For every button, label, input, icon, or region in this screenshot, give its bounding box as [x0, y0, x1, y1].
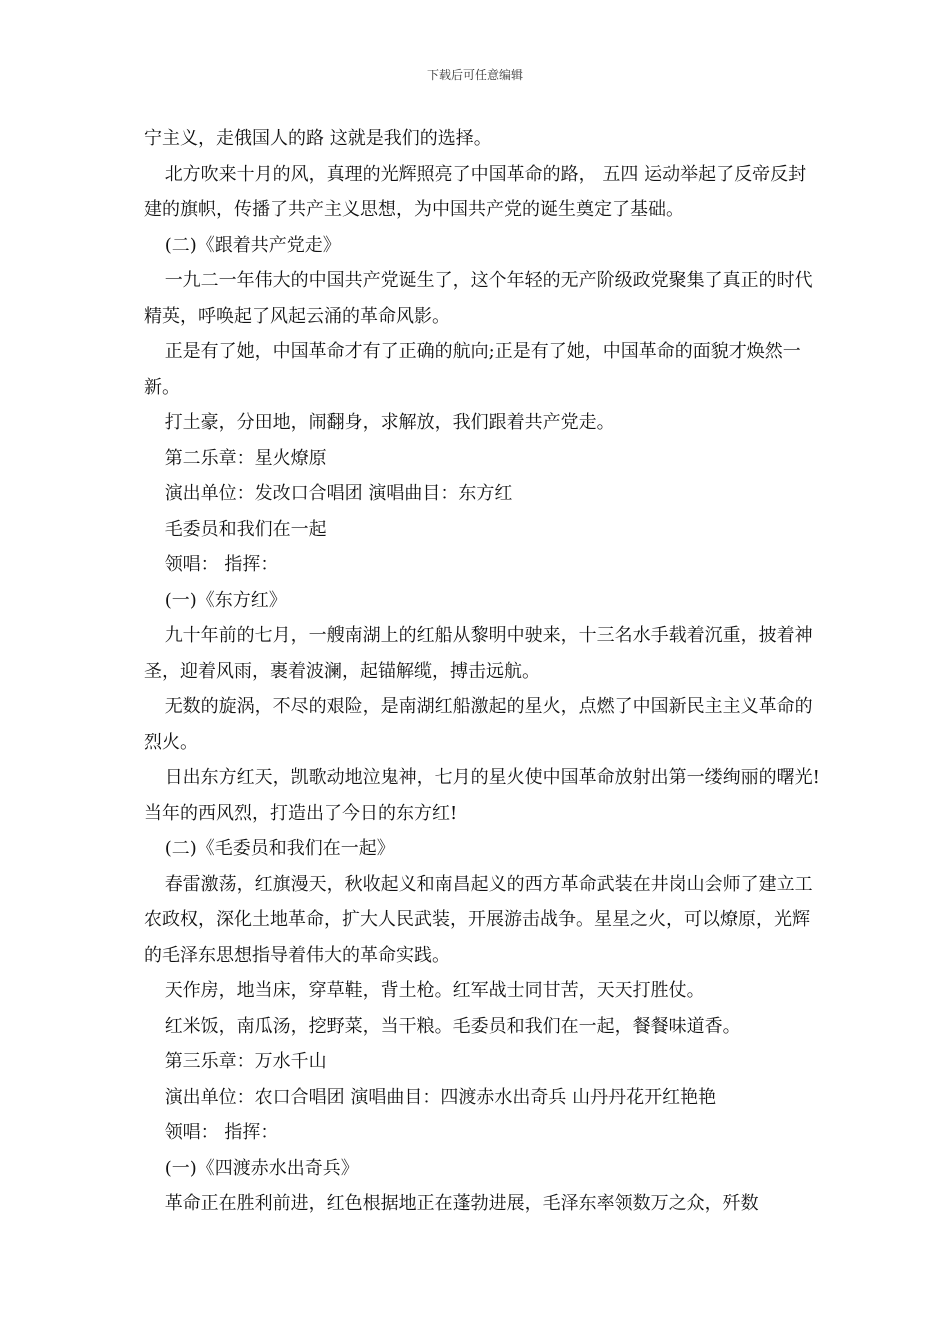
paragraph: 北方吹来十月的风，真理的光辉照亮了中国革命的路， 五四 运动举起了反帝反封建的旗帜，传播了共产主义思想，为中国共产党的诞生奠定了基础。	[144, 163, 807, 220]
paragraph: (二)《跟着共产党走》	[164, 234, 341, 256]
paragraph: 打土豪，分田地，闹翻身，求解放，我们跟着共产党走。	[164, 412, 615, 433]
paragraph: 红米饭，南瓜汤，挖野菜，当干粮。毛委员和我们在一起，餐餐味道香。	[164, 1015, 741, 1037]
paragraph: 演出单位：农口合唱团 演唱曲目：四渡赤水出奇兵 山丹丹花开红艳艳	[164, 1086, 717, 1108]
paragraph: 毛委员和我们在一起	[164, 518, 327, 540]
paragraph: 领唱： 指挥：	[164, 1122, 279, 1143]
paragraph: 一九二一年伟大的中国共产党诞生了，这个年轻的无产阶级政党聚集了真正的时代精英，呼唤起了风起云涌的革命风影。	[144, 270, 813, 327]
paragraph: (一)《东方红》	[164, 589, 287, 611]
paragraph: 天作房，地当床，穿草鞋，背土枪。红军战士同甘苦，天天打胜仗。	[164, 980, 705, 1001]
paragraph: 第三乐章：万水千山	[164, 1051, 327, 1072]
paragraph: 演出单位：发改口合唱团 演唱曲目：东方红	[164, 483, 513, 504]
paragraph: 领唱： 指挥：	[164, 554, 279, 575]
paragraph: 正是有了她，中国革命才有了正确的航向;正是有了她，中国革命的面貌才焕然一新。	[144, 341, 801, 398]
paragraph: 宁主义，走俄国人的路 这就是我们的选择。	[144, 128, 492, 149]
paragraph: 第二乐章：星火燎原	[164, 447, 327, 469]
paragraph: 春雷激荡，红旗漫天，秋收起义和南昌起义的西方革命武装在井岗山会师了建立工农政权，深化土地革命，扩大人民武装，开展游击战争。星星之火，可以燎原，光辉的毛泽东思想指导着伟大的革命实践。	[144, 873, 813, 966]
body-text	[144, 121, 824, 1222]
paragraph: 无数的旋涡，不尽的艰险，是南湖红船激起的星火，点燃了中国新民主主义革命的烈火。	[144, 696, 813, 753]
paragraph: (二)《毛委员和我们在一起》	[164, 838, 395, 859]
paragraph: 九十年前的七月，一艘南湖上的红船从黎明中驶来，十三名水手载着沉重，披着神圣，迎着风雨，裹着波澜，起锚解缆，搏击远航。	[144, 625, 813, 682]
paragraph: 日出东方红天，凯歌动地泣鬼神，七月的星火使中国革命放射出第一缕绚丽的曙光!当年的西风烈，打造出了今日的东方红!	[144, 767, 820, 824]
paragraph: (一)《四渡赤水出奇兵》	[164, 1157, 359, 1179]
page-header: 下载后可任意编辑	[426, 68, 523, 82]
paragraph: 革命正在胜利前进，红色根据地正在蓬勃进展，毛泽东率领数万之众，歼数	[164, 1193, 759, 1214]
